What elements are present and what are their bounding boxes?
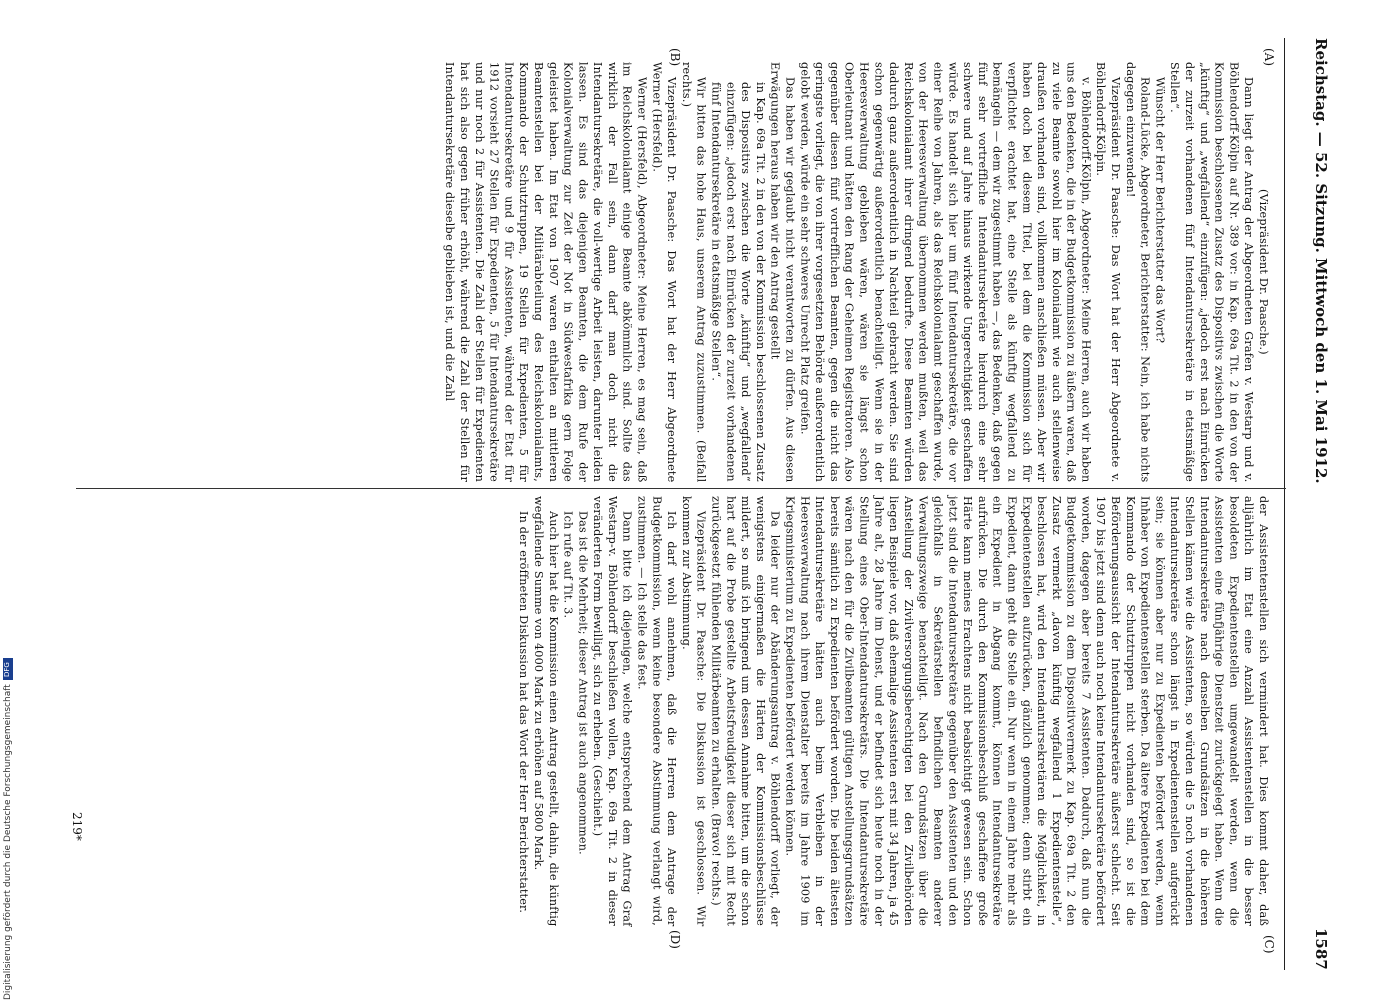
margin-marker-b: (B) (668, 48, 682, 67)
header-page-number: 1587 (1312, 928, 1330, 970)
header-title: Reichstag. — 52. Sitzung. Mittwoch den 1. Mai 1912. (1312, 38, 1330, 484)
paragraph: Wir bitten das hohe Haus, unserem Antrag zuzustimmen. (Beifall rechts.) (679, 62, 708, 482)
paragraph: In der eröffneten Diskussion hat das Wort der Herr Berichterstatter. (517, 510, 531, 913)
margin-marker-c: (C) (1262, 935, 1276, 954)
paragraph: Das haben wir geglaubt nicht verantworten zu dürfen. Aus diesen Erwägungen heraus haben wir den Antrag gestellt (768, 62, 797, 482)
paragraph: der Assistentenstellen sich vermindert hat. Dies kommt daher, daß alljährlich im Etat eine Anzahl Assistentenstellen in die besser besoldeten Expedientenstellen umgewandelt werden, wenn die Assistenten eine fünfjährige Dienstzeit zurückgelegt haben. Wenn die Intendantursekretäre nach denselben Grundsätzen in die höheren Stellen kämen wie die Assistenten, so würden die 5 noch vorhandenen Intendantursekretäre schon längst in Expedientenstellen aufgerückt sein; sie können aber nur zu Expedienten befördert werden, wenn Inhaber von Expedientenstellen sterben. Da ältere Expedienten bei dem Kommando der Schutztruppen nicht vorhanden sind, so ist die Beförderungsaussicht der Intendantursekretäre äußerst schlecht. Seit 1907 bis jetzt sind denn auch noch keine Intendantursekretäre befördert worden, dagegen aber bereits 7 Assistenten. Dadurch, daß nun die Budgetkommission zu dem Dispositivvermerk zu Kap. 69a Tit. 2 den Zusatz vermerkt „davon künftig wegfallend 1 Expedientenstelle“, beschlossen hat, wird den Intendantursekretären die Möglichkeit, in Expedientenstellen aufzurücken, gänzlich genommen; denn stirbt ein Expedient, dann geht die Stelle ein. Nur wenn in einem Jahre mehr als ein Expedient in Abgang kommt, können Intendantursekretäre aufrücken. Die durch den Kommissionsbeschluß geschaffene große Härte kann meines Erachtens nicht beabsichtigt gewesen sein. Schon jetzt sind die Intendantursekretäre gegenüber den Assistenten und den gleichfalls in Sekretärstellen befindlichen Beamten anderer Verwaltungszweige benachteiligt. Nach den Grundsätzen über die Anstellung der Zivilversorgungsberechtigten bei den Zivilbehörden liegen Beispiele vor, daß ehemalige Assistenten erst mit 34 Jahren, ja 45 Jahre alt, 28 Jahre im Dienst, und er befindet sich heute noch in der Stellung eines Ober-Intendantursekretärs. Die Intendantursekretäre wären nach den für die Zivilbeamten gültigen Anstellungsgrundsätzen bereits sämtlich zu Expedienten befördert worden. Die beiden ältesten Intendantursekretäre hätten auch beim Verbleiben in der Heeresverwaltung nach ihrem Dienstalter bereits im Jahre 1909 im Kriegsministerium zu Expedienten befördert werden können. (783, 496, 1270, 926)
paragraph: Wünscht der Herr Berichterstatter das Wort? (1153, 76, 1167, 343)
paragraph: Das ist die Mehrheit; dieser Antrag ist auch angenommen. (576, 510, 590, 855)
paragraph: Dann liegt der Antrag der Abgeordneten Grafen v. Westarp und v. Böhlendorff-Kölpin auf Nr. 389 vor: in Kap. 69a Tit. 2 in den von der Kommission beschlossenen Zusatz des Dispositivs zwischen die Worte „künftig“ und „wegfallend“ einzufügen: „jedoch erst nach Einrücken der zurzeit vorhandenen fünf Intendantursekretäre in etatsmäßige Stellen“. (1168, 62, 1256, 482)
paragraph: v. Böhlendorff-Kölpin, Abgeordneter: Meine Herren, auch wir haben uns den Bedenken, die in der Budgetkommission zu äußern waren, daß zu viele Beamte sowohl hier im Kolonialamt wie auch stellenweise draußen vorhanden sind, vollkommen anschließen müssen. Aber wir haben doch bei diesem Titel, bei dem die Kommission sich für verpflichtet erachtet hat, eine Stelle als künftig wegfallend zu bemängeln — dem wir zugestimmt haben —, das Bedenken, daß gegen fünf sehr vortreffliche Intendantursekretäre hierdurch eine sehr schwere und auf Jahre hinaus wirkende Ungerechtigkeit geschaffen würde. Es handelt sich hier um fünf Intendantursekretäre, die vor einer Reihe von Jahren, als das Reichskolonialamt geschaffen wurde, von der Heeresverwaltung übernommen werden mußten, weil das Reichskolonialamt ihrer dringend bedurfte. Diese Beamten würden dadurch ganz außerordentlich in Nachteil gebracht werden. Sie sind schon gegenwärtig außerordentlich benachteiligt. Wenn sie in der Heeresverwaltung geblieben wären, wären sie längst schon Oberleutnant und hätten den Rang der Geheimen Registratoren. Also gegenüber diesen fünf vortrefflichen Beamten, gegen die nicht das geringste vorliegt, die von ihrer vorgesetzten Behörde außerordentlich gelobt werden, würde ein sehr schweres Unrecht Platz greifen. (798, 62, 1093, 482)
paragraph: Werner (Hersfeld), Abgeordneter: Meine Herren, es mag sein, daß im Reichskolonialamt einige Beamte abkömmlich sind. Sollte das wirklich der Fall sein, dann darf man doch nicht die Intendantursekretäre, die voll-wertige Arbeit leisten, darunter leiden lassen. Es sind das diejenigen Beamten, die dem Rufe der Kolonialverwaltung zur Zeit der Not in Südwestafrika gern Folge geleistet haben. Im Etat von 1907 waren enthalten an mittleren Beamtenstellen bei der Militärabteilung des Reichskolonialamts, Kommando der Schutztruppen, 19 Stellen für Expedienten, 5 für Intendantursekretäre und 9 für Assistenten, während der Etat für 1912 vorsieht 27 Stellen für Expedienten, 5 für Intendantursekretäre und nur noch 2 für Assistenten. Die Zahl der Stellen für Expedienten hat sich also gegen früher erhöht, während die Zahl der Stellen für Intendantursekretäre dieselbe geblieben ist, und die Zahl (443, 62, 649, 482)
paragraph: Vizepräsident Dr. Paasche: Das Wort hat der Herr Abgeordnete v. Böhlendorff-Kölpin. (1094, 62, 1123, 482)
paragraph: Vizepräsident Dr. Paasche: Das Wort hat der Herr Abgeordnete Werner (Hersfeld). (650, 62, 679, 482)
margin-marker-d: (D) (668, 930, 682, 949)
margin-marker-a: (A) (1262, 48, 1276, 67)
header-rule (1284, 38, 1285, 970)
paragraph: Ich darf wohl annehmen, daß die Herren dem Antrage der Budgetkommission, wenn keine besondere Abstimmung verlangt wird, zustimmen. — Ich stelle das fest. (635, 496, 679, 926)
paragraph: Da leider nur der Abänderungsantrag v. Böhlendorff vorliegt, der wenigstens einigermaßen die Härten der Kommissionsbeschlüsse mildert, so muß ich bringend um dessen Annahme bitten, um die schon hart auf die Probe gestellte Arbeitsfreudigkeit dieser sich mit Recht zurückgesetzt fühlenden Militärbeamten zu erhalten. (Bravo! rechts.) (709, 496, 782, 926)
running-header (1290, 38, 1330, 970)
text-column-2 (80, 496, 1270, 926)
digitization-credit (0, 0, 16, 1000)
credit-text: Digitalisierung gefördert durch die Deutsche Forschungsgemeinschaft (3, 684, 13, 1000)
text-column-1 (80, 62, 1270, 482)
footer-page-number: 219* (70, 812, 84, 841)
paragraph: Dann bitte ich diejenigen, welche entsprechend dem Antrag Graf Westarp-v. Böhlendorff beschließen wollen, Kap. 69a Tit. 2 in dieser veränderten Form bewilligt, sich zu erheben. (Geschieht.) (591, 496, 634, 926)
column-divider (76, 488, 1286, 489)
paragraph: Auch hier hat die Kommission einen Antrag gestellt, dahin, die künftig wegfallende Summe von 4000 Mark zu erhöhen auf 5800 Mark. (531, 496, 560, 926)
paragraph: Roland-Lücke, Abgeordneter, Berichterstatter: Nein, ich habe nichts dagegen einzuwenden! (1123, 62, 1152, 482)
paragraph: (Vizepräsident Dr. Paasche.) (1257, 189, 1270, 355)
paragraph: Vizepräsident Dr. Paasche: Die Diskussion ist geschlossen. Wir kommen zur Abstimmung. (679, 496, 708, 926)
paragraph: Ich rufe auf Tit. 3. (561, 510, 575, 618)
paragraph: in Kap. 69a Tit. 2 in den von der Kommission beschlossenen Zusatz des Dispositivs zwischen die Worte „künftig“ und „wegfallend“ einzufügen: „jedoch erst nach Einrücken der zurzeit vorhandenen fünf Intendantursekretäre in etatsmäßige Stellen“. (709, 82, 767, 482)
dfg-logo-icon: DFG (3, 658, 13, 680)
